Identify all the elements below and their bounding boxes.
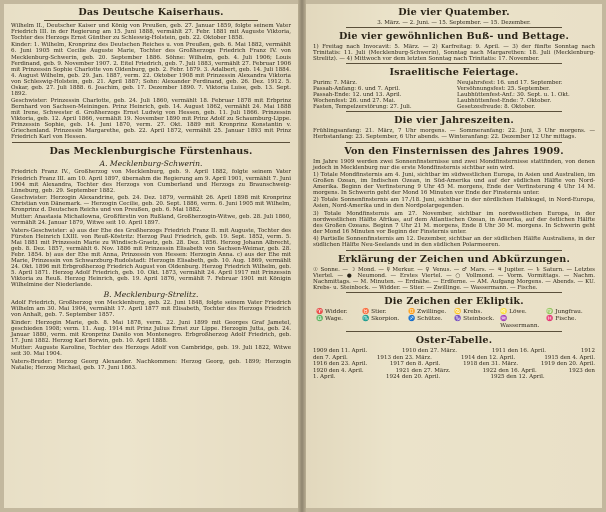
list-item: Passah-Anfang: 6. und 7. April.: [313, 86, 401, 93]
zodiac-sign: ♈ Widder.: [316, 308, 348, 315]
finsternisse-text: [313, 159, 595, 249]
divider: [346, 111, 562, 112]
divider: [346, 63, 562, 64]
zodiac-sign: ♋ Krebs.: [454, 308, 483, 315]
zodiac-sign: ♉ Stier.: [362, 308, 387, 315]
table-cell: 1920 den 4. April.: [313, 367, 364, 374]
feiertage-right-column: [457, 80, 595, 110]
paragraph: Adolf Friedrich, Großherzog von Mecklenburg, geb. 22. Juni 1848, folgte seinem Vater Friedrich Wilhelm am 30. Mai 1904, vermählt 17. April 1877 mit Elisabeth, Tochter des Herzogs Friedrich von Anhalt, geb. 7. September 1857.: [11, 300, 291, 319]
table-cell: 1910 den 27. März.: [402, 348, 457, 355]
right-page: [306, 4, 602, 508]
table-cell: 1912: [580, 348, 595, 355]
paragraph: Wilhelm II., Deutscher Kaiser und König von Preußen, geb. 27. Januar 1859, folgte seinem Vater Friedrich III. in der Regierung am 15. Juni 1888, vermählt 27. Febr. 1881 mit Auguste Viktoria, Tochter des Herzogs Ernst Günther zu Schleswig-Holstein, geb. 22. Oktober 1858.: [11, 23, 291, 42]
paragraph: Kinder: 1. Wilhelm, Kronprinz des Deutschen Reiches u. von Preußen, geb. 6. Mai 1882, vermählt 6. Juni 1905 mit Cecilie Auguste Marie, Tochter des Großherzogs Friedrich Franz IV. von Mecklenburg-Schwerin, geb. 20. September 1886. Söhne: Wilhelm, geb. 4. Juli 1906; Louis Ferdinand, geb. 9. November 1907. 2. Eitel Friedrich, geb. 7. Juli 1883, vermählt 27. Februar 1906 mit Prinzessin Sophie Charlotte von Oldenburg, geb. 2. Febr. 1879. 3. Adalbert, geb. 14. Juli 1884. 4. August Wilhelm, geb. 29. Jan. 1887, verm. 22. Oktober 1908 mit Prinzessin Alexandra Viktoria von Schleswig-Holstein, geb. 21. April 1887; Sohn: Alexander Ferdinand, geb. 26. Dez. 1912. 5. Oskar, geb. 27. Juli 1888. 6. Joachim, geb. 17. Dezember 1890. 7. Viktoria Luise, geb. 13. Sept. 1892.: [11, 42, 291, 97]
divider: [346, 142, 562, 143]
table-cell: 1924 den 20. April.: [385, 374, 441, 381]
table-cell: 1916 den 23. April.: [313, 361, 368, 368]
quatember-heading: Die vier Quatember.: [398, 7, 510, 18]
table-cell: 1. April.: [313, 374, 336, 381]
zodiac-sign: ♑ Steinbock.: [454, 316, 495, 323]
jahreszeiten-text: Frühlingsanfang: 21. März, 7 Uhr morgens. — Sommeranfang: 22. Juni, 3 Uhr morgens. — Herbstanfang: 23. September, 6 Uhr abends. — Winteranfang: 22. Dezember 12 Uhr mittags.: [313, 128, 595, 141]
paragraph: 2) Totale Sonnenfinsternis am 17./18. Juni, sichtbar in der nördlichen Halbkugel, in Nord-Europa, Asien, Nord-Amerika und in den Nordpolargegenden.: [313, 197, 595, 210]
divider: [346, 27, 562, 28]
zodiac-sign: ♐ Schütze.: [408, 316, 443, 323]
paragraph: 4) Partielle Sonnenfinsternis am 12. Dezember, sichtbar an der südlichen Hälfte Australiens, in der südlichen Hälfte Neu-Seelands und in den südlichen Polarmeeren.: [313, 236, 595, 249]
feiertage-left-column: [313, 80, 451, 110]
divider: [12, 142, 290, 143]
divider: [44, 20, 258, 21]
table-cell: 1914 den 12. April.: [461, 354, 516, 361]
list-item: Laubhüttenfest-Anf.: 30. Sept. u. 1. Okt.: [457, 92, 570, 99]
table-cell: 1917 den 8. April.: [389, 361, 441, 368]
table-cell: 1915 den 4. April.: [544, 354, 595, 361]
table-cell: 1909 den 11. April.: [313, 348, 368, 355]
zodiac-sign: ♏ Skorpion.: [362, 316, 400, 323]
left-page: [4, 4, 298, 508]
schwerin-text: [11, 169, 291, 288]
table-cell: 1923 den: [568, 367, 595, 374]
paragraph: Mutter: Anastasia Michailowna, Großfürstin von Rußland, Großherzogin-Witwe, geb. 28. Juli 1860, vermählt 24. Januar 1879, Witwe seit 10. April 1897.: [11, 214, 291, 227]
table-cell: 1913 den 23. März.: [376, 354, 432, 361]
paragraph: Vaters-Bruder: Herzog Georg Alexander. Nachkommen: Herzog Georg, geb. 1899; Herzogin Natalie; Herzog Michael, geb. 17. Juni 1863.: [11, 358, 291, 371]
list-item: Purim: 7. März.: [313, 80, 358, 87]
list-item: Wochenfest: 26. und 27. Mai.: [313, 98, 396, 105]
paragraph: Mutter: Auguste Karoline, Tochter des Herzogs Adolf von Cambridge, geb. 19. Juli 1822, Witwe seit 30. Mai 1904.: [11, 345, 291, 358]
divider: [346, 331, 562, 332]
busstage-text: 1) Freitag nach Invocavit: 5. März. — 2) Karfreitag: 9. April. — 3) der fünfte Sonntag nach Trinitatis: 11. Juli (Mecklenburg-Schwerin), Sonntag nach Margarethen: 18. Juli (Mecklenburg-Strelitz). — 4) Mittwoch vor dem letzten Sonntag nach Trinitatis: 17. November.: [313, 44, 595, 63]
table-cell: 1925 den 12. April.: [490, 374, 545, 381]
fuerstenhaus-heading: Das Mecklenburgische Fürstenhaus.: [49, 146, 253, 158]
paragraph: Geschwister: Prinzessin Charlotte, geb. 24. Juli 1860, vermählt 18. Februar 1878 mit Erbprinz Bernhard von Sachsen-Meiningen. Prinz Heinrich, geb. 14. August 1862, vermählt 24. Mai 1888 mit Irene, Schwester d. Großherzogs Ernst Ludwig von Hessen, geb. 11. Juli 1866. Prinzessin Viktoria, geb. 12. April 1866, vermählt 19. November 1890 mit Prinz Adolf zu Schaumburg-Lippe. Prinzessin Sophie, geb. 14. Juni 1870, verm. 27. Okt. 1889 mit Kronprinz Konstantin v. Griechenland. Prinzessin Margarethe, geb. 22. April 1872, vermählt 25. Januar 1893 mit Prinz Friedrich Karl von Hessen.: [11, 98, 291, 141]
kaiserhaus-text: [11, 23, 291, 140]
table-cell: 1922 den 16. April.: [482, 367, 537, 374]
list-item: Fasten, Tempelzerstörung: 27. Juli.: [313, 104, 412, 111]
paragraph: 1) Totale Mondfinsternis am 4. Juni, sichtbar im südwestlichen Europa, in Asien und Australien, im Großen Ozean, im Indischen Ozean, in Süd-Amerika und auf der südlichen Hälfte von Nord-Amerika. Beginn der Verfinsterung 9 Uhr 45 M. morgens, Ende der Verfinsterung 4 Uhr 14 M. morgens. In Schwerin geht der Mond 16 Minuten vor Ende der Finsternis unter.: [313, 171, 595, 197]
table-row: [313, 374, 595, 380]
zodiac-sign: ♍ Jungfrau.: [546, 308, 583, 315]
zodiac-sign: ♓ Fische.: [546, 316, 577, 323]
table-cell: 1911 den 16. April.: [491, 348, 546, 355]
page-gutter: [298, 0, 306, 512]
divider: [346, 250, 562, 251]
table-cell: den 7. April.: [313, 354, 348, 361]
zodiac-sign: ♌ Löwe.: [500, 308, 527, 315]
schwerin-heading: A. Mecklenburg-Schwerin.: [99, 159, 203, 169]
table-cell: 1921 den 27. März.: [395, 367, 451, 374]
zodiac-sign: ♎ Wage.: [316, 316, 343, 323]
zodiac-sign: ♒ Wassermann.: [500, 316, 540, 330]
finsternisse-heading: Von den Finsternissen des Jahres 1909.: [344, 145, 564, 157]
list-item: Versöhnungsfest: 25. September.: [457, 86, 550, 93]
paragraph: Geschwister: Herzogin Alexandrine, geb. 24. Dez. 1879, vermählt 26. April 1898 mit Kronprinz Christian von Dänemark. — Herzogin Cecilie, geb. 20. Sept. 1886, verm. 6. Juni 1905 mit Wilhelm, Kronprinz d. Deutschen Reichs und von Preußen, geb. 6. Mai 1882.: [11, 194, 291, 214]
paragraph: Friedrich Franz IV., Großherzog von Mecklenburg, geb. 9. April 1882, folgte seinem Vater Friedrich Franz III. am 10. April 1897, übernahm die Regierung am 9. April 1901, vermählt 7. Juni 1904 mit Alexandra, Tochter des Herzogs von Cumberland und Herzogs zu Braunschweig-Lüneburg, geb. 29. September 1882.: [11, 169, 291, 194]
ekliptik-heading: Die Zeichen der Ekliptik.: [384, 295, 524, 307]
list-item: Gesetzesfreude: 8. Oktober.: [457, 104, 536, 111]
list-item: Laubhüttenfest-Ende: 7. Oktober.: [457, 98, 552, 105]
zodiac-sign: ♊ Zwillinge.: [408, 308, 447, 315]
list-item: Passah-Ende: 12. und 13. April.: [313, 92, 402, 99]
zodiac-signs: [316, 309, 592, 331]
quatember-dates: 3. März. — 2. Juni. — 15. September. — 15. Dezember.: [377, 20, 531, 26]
busstage-heading: Die vier gewöhnlichen Buß- und Bettage.: [338, 31, 569, 43]
erklaerung-text: ☉ Sonne. — ☽ Mond. — ☿ Merkur. — ♀ Venus. — ♂ Mars. — ♃ Jupiter. — ♄ Saturn. — Letztes Viertel. — ● Neumond. — Erstes Viertel. — ○ Vollmond. — Vorm. Vormittags. — Nachm. Nachmittags. — M. Minuten. — Erdnähe. — Erdferne. — AM. Aufgang Morgens. — Abends. — KU. Krebs- u. Steinbock. — Widder. — Stier. — Zwillinge. — Wassermann. — Fische.: [313, 266, 595, 291]
ostertabelle-heading: Oster-Tabelle.: [415, 335, 493, 347]
feiertage-columns: [313, 80, 595, 110]
paragraph: Kinder: Herzogin Marie, geb. 8. Mai 1878, verm. 22. Juni 1899 mit Georges Graf Jametel, geschieden 1908; verm. 11. Aug. 1914 mit Prinz Julius Ernst zur Lippe. Herzogin Jutta, geb. 24. Januar 1880, verm. mit Kronprinz Danilo von Montenegro. Erbgroßherzog Adolf Friedrich, geb. 17. Juni 1882. Herzog Karl Borwin, geb. 10. April 1888.: [11, 319, 291, 344]
list-item: Neujahrsfest: 16. und 17. September.: [457, 80, 563, 87]
paragraph: Im Jahre 1909 werden zwei Sonnenfinsternisse und zwei Mondfinsternisse stattfinden, von denen jedoch in Mecklenburg nur die erste Mondfinsternis sichtbar sein wird.: [313, 158, 595, 171]
paragraph: 3) Totale Mondfinsternis am 27. November, sichtbar im nordwestlichen Europa, in der nordwestlichen Hälfte Afrikas, auf dem Atlantischen Ozean, in Amerika, auf der östlichen Hälfte des Großen Ozeans. Beginn 7 Uhr 21 M. morgens, Ende 8 Uhr 30 M. morgens. In Schwerin geht der Mond 16 Minuten vor Beginn der Finsternis unter.: [313, 210, 595, 235]
erklaerung-heading: Erklärung der Zeichen und Abkürzungen.: [337, 253, 571, 265]
strelitz-text: [11, 300, 291, 370]
strelitz-heading: B. Mecklenburg-Strelitz.: [103, 290, 199, 300]
table-cell: 1919 den 20. April.: [540, 361, 595, 368]
kaiserhaus-heading: Das Deutsche Kaiserhaus.: [78, 7, 224, 18]
table-cell: 1918 den 31. März.: [463, 361, 519, 368]
jahreszeiten-heading: Die vier Jahreszeiten.: [394, 115, 514, 127]
paragraph: Vaters-Geschwister: a) aus der Ehe des Großherzogs Friedrich Franz II. mit Auguste, Tochter des Fürsten Heinrich LXIII. von Reuß-Köstritz: Herzog Paul Friedrich, geb. 19. Sept. 1852, verm. 5. Mai 1881 mit Prinzessin Marie zu Windisch-Graetz, geb. 28. Dez. 1856. Herzog Johann Albrecht, geb. 8. Dez. 1857, vermählt 6. Nov. 1886 mit Prinzessin Elisabeth von Sachsen-Weimar, geb. 28. Febr. 1854. b) aus der Ehe mit Anna, Prinzessin von Hessen: Herzogin Anna. c) aus der Ehe mit Marie, Prinzessin von Schwarzburg-Rudolstadt: Herzogin Elisabeth, geb. 10. Aug. 1869, vermählt 24. Okt. 1896 mit Erbgroßherzog Friedrich August von Oldenburg. Herzog Friedrich Wilhelm, geb. 5. April 1871. Herzog Adolf Friedrich, geb. 10. Okt. 1873, vermählt 24. April 1917 mit Prinzessin Viktoria zu Reuß. Herzog Heinrich, geb. 19. April 1876, vermählt 7. Februar 1901 mit Königin Wilhelmine der Niederlande.: [11, 227, 291, 289]
feiertage-heading: Israelitische Feiertage.: [389, 67, 519, 79]
ostertabelle: [313, 348, 595, 380]
divider: [346, 292, 562, 293]
